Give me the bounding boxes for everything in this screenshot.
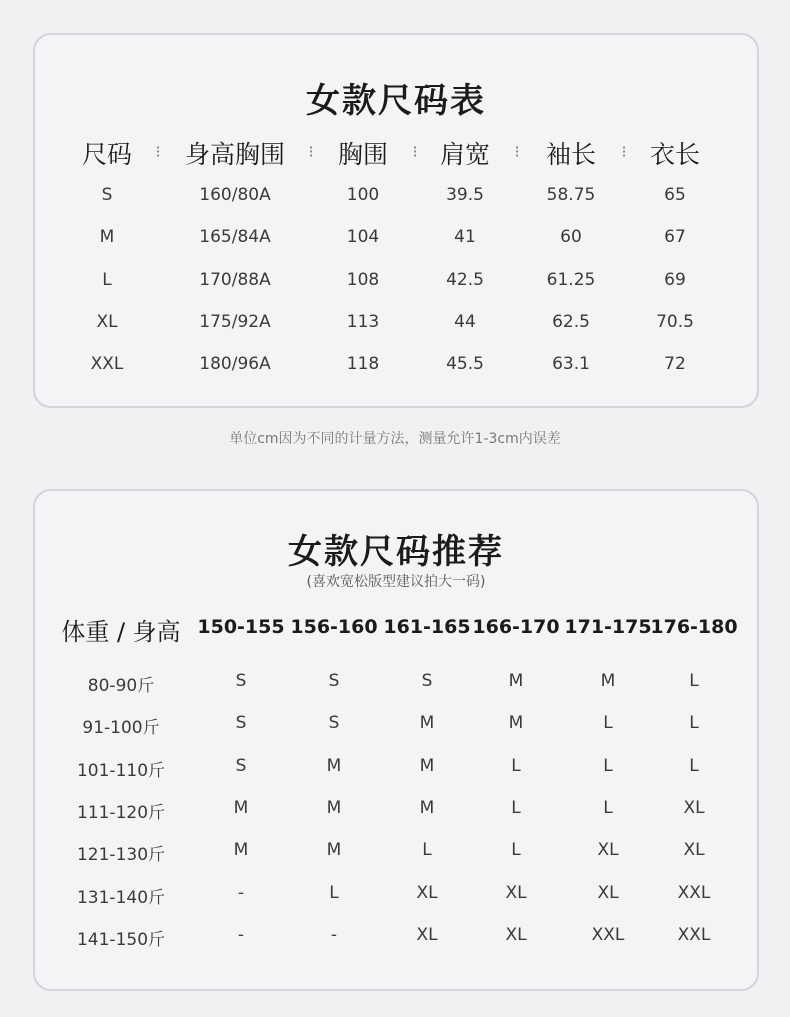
size-recommend-cell: - — [237, 924, 245, 945]
size-recommend-cell: XL — [597, 840, 619, 861]
size-recommend-cell: 121-130斤 — [76, 845, 166, 866]
size-chart-cell: 41 — [454, 227, 476, 248]
size-chart-cell: 44 — [454, 311, 476, 332]
size-recommend-cell: 131-140斤 — [76, 887, 166, 908]
size-chart-cell: XXL — [90, 354, 124, 375]
measurement-note: 单位cm因为不同的计量方法，测量允许1-3cm内误差 — [229, 431, 561, 447]
size-recommend-cell: L — [689, 713, 699, 734]
size-recommend-cell: S — [235, 713, 247, 734]
column-separator: ⁝ — [514, 142, 520, 161]
size-chart-cell: 70.5 — [656, 311, 694, 332]
size-chart-header: 肩宽 — [439, 140, 491, 169]
size-recommend-cell: S — [235, 755, 247, 776]
size-recommend-cell: XL — [683, 840, 705, 861]
size-chart-cell: 69 — [664, 269, 686, 290]
size-recommend-subtitle: (喜欢宽松版型建议拍大一码) — [306, 574, 486, 590]
size-recommend-cell: L — [511, 755, 521, 776]
size-recommend-cell: 101-110斤 — [76, 760, 166, 781]
size-recommend-cell: M — [508, 713, 524, 734]
size-recommend-cell: L — [511, 840, 521, 861]
size-recommend-cell: 91-100斤 — [82, 718, 160, 739]
size-recommend-cell: L — [603, 713, 613, 734]
size-recommend-cell: XXL — [591, 924, 625, 945]
size-chart-cell: S — [101, 185, 113, 205]
size-recommend-cell: XL — [505, 924, 527, 945]
size-recommend-header: 体重 / 身高 — [61, 618, 181, 646]
size-recommend-cell: L — [511, 797, 521, 818]
size-recommend-cell: M — [419, 713, 435, 734]
size-chart-title: 女款尺码表 — [306, 81, 486, 121]
size-recommend-cell: XL — [597, 882, 619, 903]
column-separator: ⁝ — [621, 142, 627, 161]
size-recommend-cell: S — [328, 713, 340, 734]
size-recommend-cell: S — [328, 671, 340, 691]
size-recommend-cell: XXL — [677, 924, 711, 945]
size-recommend-cell: L — [689, 755, 699, 776]
size-recommend-cell: L — [329, 882, 339, 903]
size-recommend-cell: XXL — [677, 882, 711, 903]
size-chart-cell: 100 — [346, 185, 380, 205]
size-chart-cell: 108 — [346, 269, 380, 290]
size-recommend-cell: M — [233, 840, 249, 861]
size-recommend-cell: L — [689, 671, 699, 691]
size-recommend-header: 166-170 — [472, 616, 560, 638]
size-chart-cell: 118 — [346, 354, 380, 375]
size-chart-cell: 63.1 — [552, 354, 590, 375]
size-chart-cell: 72 — [664, 354, 686, 375]
size-recommend-cell: M — [233, 797, 249, 818]
size-chart-cell: 113 — [346, 311, 380, 332]
size-recommend-cell: M — [419, 755, 435, 776]
size-chart-cell: 45.5 — [446, 354, 484, 375]
size-chart-cell: L — [102, 269, 112, 290]
size-recommend-header: 176-180 — [650, 616, 738, 638]
size-chart-cell: 62.5 — [552, 311, 590, 332]
size-chart-cell: 58.75 — [546, 185, 596, 205]
size-chart-cell: 61.25 — [546, 269, 596, 290]
size-recommend-cell: XL — [416, 924, 438, 945]
size-chart-header: 胸围 — [337, 140, 389, 169]
column-separator: ⁝ — [412, 142, 418, 161]
column-separator: ⁝ — [308, 142, 314, 161]
size-recommend-header: 156-160 — [290, 616, 378, 638]
size-recommend-cell: XL — [505, 882, 527, 903]
size-recommend-cell: 111-120斤 — [76, 802, 166, 823]
size-chart-cell: 65 — [664, 185, 686, 205]
size-chart-cell: 165/84A — [199, 227, 271, 248]
size-chart-cell: 170/88A — [199, 269, 271, 290]
size-recommend-cell: L — [603, 755, 613, 776]
size-recommend-cell: M — [326, 797, 342, 818]
size-chart-cell: M — [99, 227, 115, 248]
size-chart-cell: 39.5 — [446, 185, 484, 205]
size-chart-header: 身高胸围 — [184, 140, 286, 169]
size-recommend-header: 171-175 — [564, 616, 652, 638]
size-recommend-cell: L — [422, 840, 432, 861]
size-recommend-cell: 141-150斤 — [76, 929, 166, 950]
size-chart-header: 袖长 — [545, 140, 597, 169]
size-recommend-cell: M — [600, 671, 616, 691]
size-chart-cell: 160/80A — [199, 185, 271, 205]
size-chart-card — [33, 33, 759, 408]
size-chart-header: 衣长 — [649, 140, 701, 169]
size-recommend-title: 女款尺码推荐 — [288, 532, 504, 572]
size-recommend-cell: L — [603, 797, 613, 818]
size-chart-cell: 180/96A — [199, 354, 271, 375]
size-chart-cell: XL — [96, 311, 118, 332]
size-chart-cell: 60 — [560, 227, 582, 248]
size-chart-cell: 42.5 — [446, 269, 484, 290]
size-recommend-cell: M — [419, 797, 435, 818]
size-recommend-cell: - — [237, 882, 245, 903]
size-recommend-cell: S — [421, 671, 433, 691]
size-recommend-cell: M — [326, 840, 342, 861]
size-recommend-cell: S — [235, 671, 247, 691]
size-recommend-cell: XL — [683, 797, 705, 818]
size-recommend-header: 161-165 — [383, 616, 471, 638]
size-recommend-header: 150-155 — [197, 616, 285, 638]
size-chart-cell: 67 — [664, 227, 686, 248]
size-recommend-cell: M — [508, 671, 524, 691]
size-recommend-cell: 80-90斤 — [87, 676, 155, 696]
column-separator: ⁝ — [155, 142, 161, 161]
size-recommend-card — [33, 489, 759, 991]
size-recommend-cell: M — [326, 755, 342, 776]
size-recommend-cell: - — [330, 924, 338, 945]
size-chart-cell: 104 — [346, 227, 380, 248]
size-chart-header: 尺码 — [81, 140, 133, 169]
size-recommend-cell: XL — [416, 882, 438, 903]
size-chart-cell: 175/92A — [199, 311, 271, 332]
